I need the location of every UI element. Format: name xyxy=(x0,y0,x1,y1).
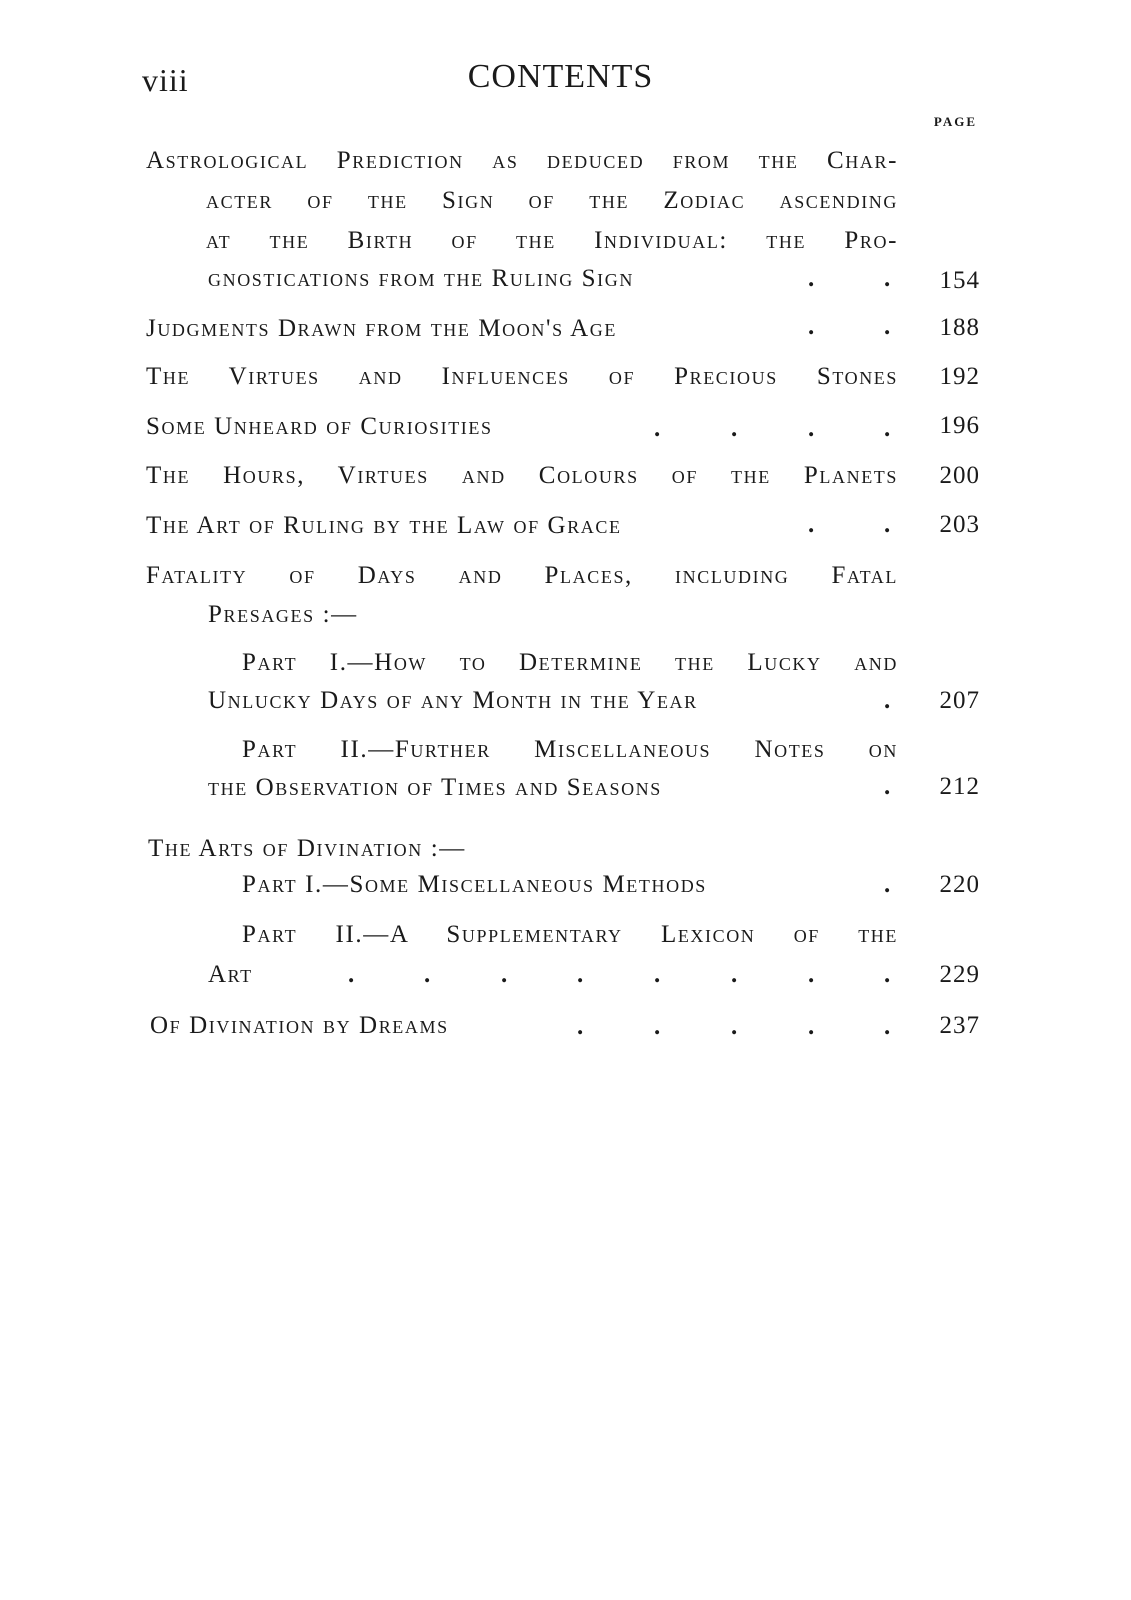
page-title-text: CONTENTS xyxy=(467,58,654,95)
leader-dot: . xyxy=(654,961,661,988)
toc-entry-line: Astrological Prediction as deduced from the Char- xyxy=(146,147,898,174)
toc-entry-line: Unlucky Days of any Month in the Year xyxy=(208,687,698,714)
leader-dot: . xyxy=(808,415,815,442)
leader-dot: . xyxy=(884,961,891,988)
leader-dot: . xyxy=(884,511,891,538)
leader-dot: . xyxy=(884,871,891,898)
leader-dot: . xyxy=(884,415,891,442)
toc-entry-line: acter of the Sign of the Zodiac ascending xyxy=(206,187,898,214)
toc-entry-line: Part I.—How to Determine the Lucky and xyxy=(242,649,898,676)
toc-entry-line: The Virtues and Influences of Precious Stones xyxy=(146,363,898,390)
toc-entry-line: The Art of Ruling by the Law of Grace xyxy=(146,512,622,539)
leader-dot: . xyxy=(577,961,584,988)
toc-entry-line: gnostications from the Ruling Sign xyxy=(208,265,634,292)
toc-page-number: 200 xyxy=(939,462,980,489)
toc-entry-line: at the Birth of the Individual: the Pro- xyxy=(206,227,898,254)
leader-dot: . xyxy=(884,687,891,714)
toc-entry-line: Art xyxy=(208,961,253,988)
leader-dot: . xyxy=(884,313,891,340)
toc-page-number: 229 xyxy=(939,961,980,988)
leader-dot: . xyxy=(731,1013,738,1040)
toc-page-number: 203 xyxy=(939,511,980,538)
toc-page-number: 237 xyxy=(939,1012,980,1039)
leader-dot: . xyxy=(424,961,431,988)
toc-page-number: 212 xyxy=(939,773,980,800)
page-column-label: page xyxy=(933,110,977,130)
toc-entry-line: Presages :— xyxy=(208,601,358,628)
leader-dot: . xyxy=(808,265,815,292)
toc-entry-line: Of Divination by Dreams xyxy=(150,1012,449,1039)
toc-page-number: 196 xyxy=(939,412,980,439)
leader-dot: . xyxy=(654,415,661,442)
leader-dot: . xyxy=(808,961,815,988)
toc-entry-line: The Hours, Virtues and Colours of the Planets xyxy=(146,462,898,489)
toc-page-number: 192 xyxy=(939,363,980,390)
leader-dot: . xyxy=(808,313,815,340)
leader-dot: . xyxy=(577,1013,584,1040)
toc-entry-line: the Observation of Times and Seasons xyxy=(208,774,662,801)
leader-dot: . xyxy=(501,961,508,988)
leader-dot: . xyxy=(884,773,891,800)
toc-entry-line: Part II.—Further Miscellaneous Notes on xyxy=(242,736,898,763)
toc-entry-line: Judgments Drawn from the Moon's Age xyxy=(146,315,618,342)
toc-entry-line: The Arts of Divination :— xyxy=(148,835,466,862)
toc-entry-line: Part II.—A Supplementary Lexicon of the xyxy=(242,921,898,948)
toc-page-number: 188 xyxy=(939,314,980,341)
toc-page-number: 207 xyxy=(939,687,980,714)
toc-entry-line: Fatality of Days and Places, including Fatal xyxy=(146,562,898,589)
page-number: viii xyxy=(142,62,189,98)
leader-dot: . xyxy=(731,415,738,442)
page-title xyxy=(0,58,1131,96)
leader-dot: . xyxy=(348,961,355,988)
leader-dot: . xyxy=(884,1013,891,1040)
leader-dot: . xyxy=(808,511,815,538)
toc-page-number: 220 xyxy=(939,871,980,898)
leader-dot: . xyxy=(731,961,738,988)
toc-entry-line: Some Unheard of Curiosities xyxy=(146,413,493,440)
leader-dot: . xyxy=(808,1013,815,1040)
leader-dot: . xyxy=(884,265,891,292)
toc-entry-line: Part I.—Some Miscellaneous Methods xyxy=(242,871,707,898)
toc-page-number: 154 xyxy=(939,267,980,294)
leader-dot: . xyxy=(654,1013,661,1040)
